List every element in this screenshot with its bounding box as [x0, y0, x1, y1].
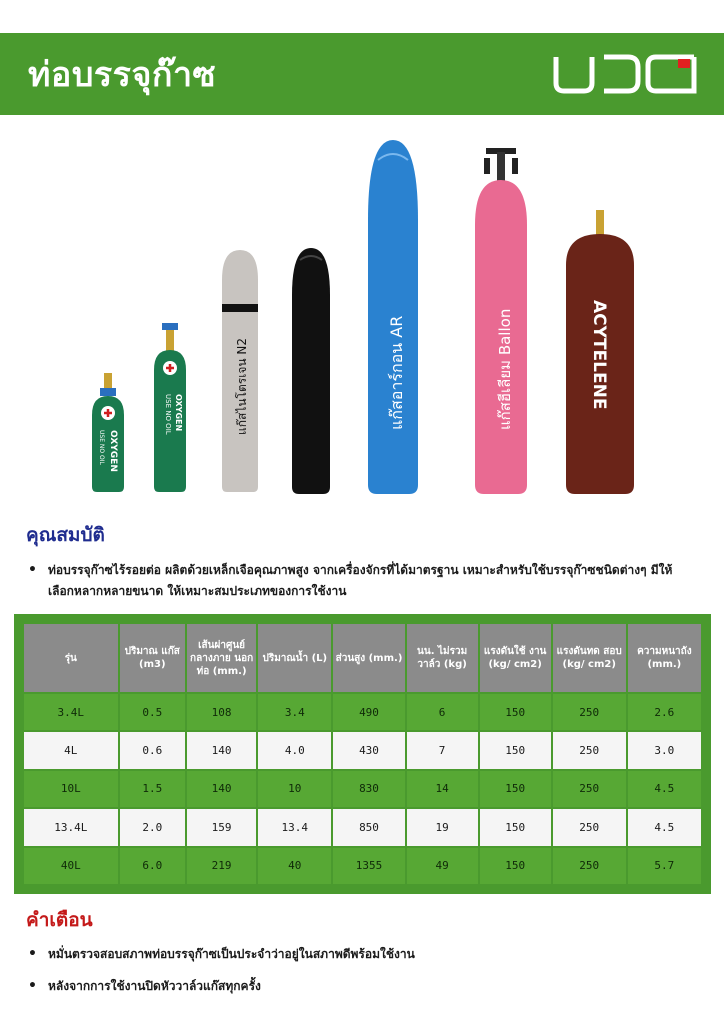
cell-working-pressure: 150	[480, 809, 551, 845]
cylinder-oxygen-small	[92, 373, 124, 492]
cell-height: 830	[333, 771, 404, 807]
table-row	[24, 732, 701, 768]
cell-working-pressure: 150	[480, 694, 551, 730]
cell-model: 10L	[24, 771, 118, 807]
cylinder-label-acetylene: ACYTELENE	[589, 300, 609, 410]
cell-working-pressure: 150	[480, 732, 551, 768]
cylinder-oxygen-medium	[154, 323, 186, 492]
cell-model: 13.4L	[24, 809, 118, 845]
cell-weight: 49	[407, 848, 478, 884]
cell-wall-thickness: 3.0	[628, 732, 701, 768]
cylinder-label-oxygen-medium: OXYGEN	[174, 394, 183, 432]
cell-outer-diameter: 140	[187, 732, 256, 768]
cell-water-capacity: 13.4	[258, 809, 331, 845]
cell-gas-volume: 0.6	[120, 732, 185, 768]
cylinder-label-nitrogen: แก๊สไนโตรเจน N2	[235, 337, 249, 435]
col-weight: นน. ไม่รวม วาล์ว (kg)	[407, 624, 478, 692]
table-row	[24, 771, 701, 807]
cell-test-pressure: 250	[553, 694, 626, 730]
cell-height: 1355	[333, 848, 404, 884]
cell-outer-diameter: 108	[187, 694, 256, 730]
cell-water-capacity: 10	[258, 771, 331, 807]
cell-water-capacity: 3.4	[258, 694, 331, 730]
spec-table-container	[14, 614, 711, 894]
properties-title: คุณสมบัติ	[26, 524, 105, 546]
cell-height: 850	[333, 809, 404, 845]
properties-text: • ท่อบรรจุก๊าซไร้รอยต่อ ผลิตด้วยเหล็กเจือคุณภาพสูง จากเครื่องจักรที่ได้มาตรฐาน เหมาะสำหรับใช้บรรจุก๊าซชนิดต่างๆ มีให้เลือกหลากหลายขนาด ให้เหมาะสมประเภทของการใช้งาน	[28, 560, 698, 602]
cell-gas-volume: 0.5	[120, 694, 185, 730]
col-gas-volume: ปริมาณ แก๊ส (m3)	[120, 624, 185, 692]
col-water-capacity: ปริมาณน้ำ (L)	[258, 624, 331, 692]
cylinder-illustration	[0, 130, 724, 505]
cylinder-sublabel-oxygen-small: USE NO OIL	[98, 430, 105, 465]
table-row	[24, 809, 701, 845]
col-wall-thickness: ความหนาถัง (mm.)	[628, 624, 701, 692]
cell-outer-diameter: 140	[187, 771, 256, 807]
table-row	[24, 848, 701, 884]
cylinder-argon	[368, 140, 418, 494]
cell-test-pressure: 250	[553, 771, 626, 807]
table-header-row	[24, 624, 701, 692]
spec-table	[22, 622, 703, 886]
warning-item: • หมั่นตรวจสอบสภาพท่อบรรจุก๊าซเป็นประจำว่าอยู่ในสภาพดีพร้อมใช้งาน	[28, 944, 698, 965]
cylinder-acetylene	[566, 210, 634, 494]
col-test-pressure: แรงดันทด สอบ (kg/ cm2)	[553, 624, 626, 692]
cylinder-label-argon: แก๊สอาร์กอน AR	[387, 315, 406, 430]
cell-wall-thickness: 4.5	[628, 771, 701, 807]
cylinder-nitrogen	[222, 250, 258, 492]
cell-water-capacity: 40	[258, 848, 331, 884]
cell-working-pressure: 150	[480, 771, 551, 807]
cell-gas-volume: 1.5	[120, 771, 185, 807]
cell-weight: 6	[407, 694, 478, 730]
cell-height: 490	[333, 694, 404, 730]
cell-model: 40L	[24, 848, 118, 884]
cell-water-capacity: 4.0	[258, 732, 331, 768]
cell-weight: 19	[407, 809, 478, 845]
cylinder-label-helium: แก๊สฮีเลียม Ballon	[496, 308, 514, 430]
col-model: รุ่น	[24, 624, 118, 692]
warnings-title: คำเตือน	[26, 909, 93, 931]
cell-test-pressure: 250	[553, 848, 626, 884]
col-outer-diameter: เส้นผ่าศูนย์ กลางภาย นอกท่อ (mm.)	[187, 624, 256, 692]
cell-weight: 14	[407, 771, 478, 807]
cell-outer-diameter: 219	[187, 848, 256, 884]
cell-weight: 7	[407, 732, 478, 768]
col-working-pressure: แรงดันใช้ งาน (kg/ cm2)	[480, 624, 551, 692]
cell-model: 3.4L	[24, 694, 118, 730]
cell-height: 430	[333, 732, 404, 768]
cell-wall-thickness: 4.5	[628, 809, 701, 845]
cylinder-sublabel-oxygen-medium: USE NO OIL	[164, 394, 172, 435]
cylinder-label-oxygen-small: OXYGEN	[108, 430, 118, 472]
cell-wall-thickness: 5.7	[628, 848, 701, 884]
warning-item: • หลังจากการใช้งานปิดหัววาล์วแก๊สทุกครั้ง	[28, 976, 698, 997]
cell-gas-volume: 2.0	[120, 809, 185, 845]
cell-test-pressure: 250	[553, 732, 626, 768]
cylinder-helium	[475, 148, 527, 494]
cell-test-pressure: 250	[553, 809, 626, 845]
cell-outer-diameter: 159	[187, 809, 256, 845]
table-row	[24, 694, 701, 730]
header-banner	[0, 33, 724, 115]
cylinder-black	[292, 248, 330, 494]
udo-logo-icon	[550, 49, 700, 99]
cell-model: 4L	[24, 732, 118, 768]
cell-gas-volume: 6.0	[120, 848, 185, 884]
cell-working-pressure: 150	[480, 848, 551, 884]
page-title: ท่อบรรจุก๊าซ	[28, 55, 217, 95]
cell-wall-thickness: 2.6	[628, 694, 701, 730]
col-height: ส่วนสูง (mm.)	[333, 624, 404, 692]
